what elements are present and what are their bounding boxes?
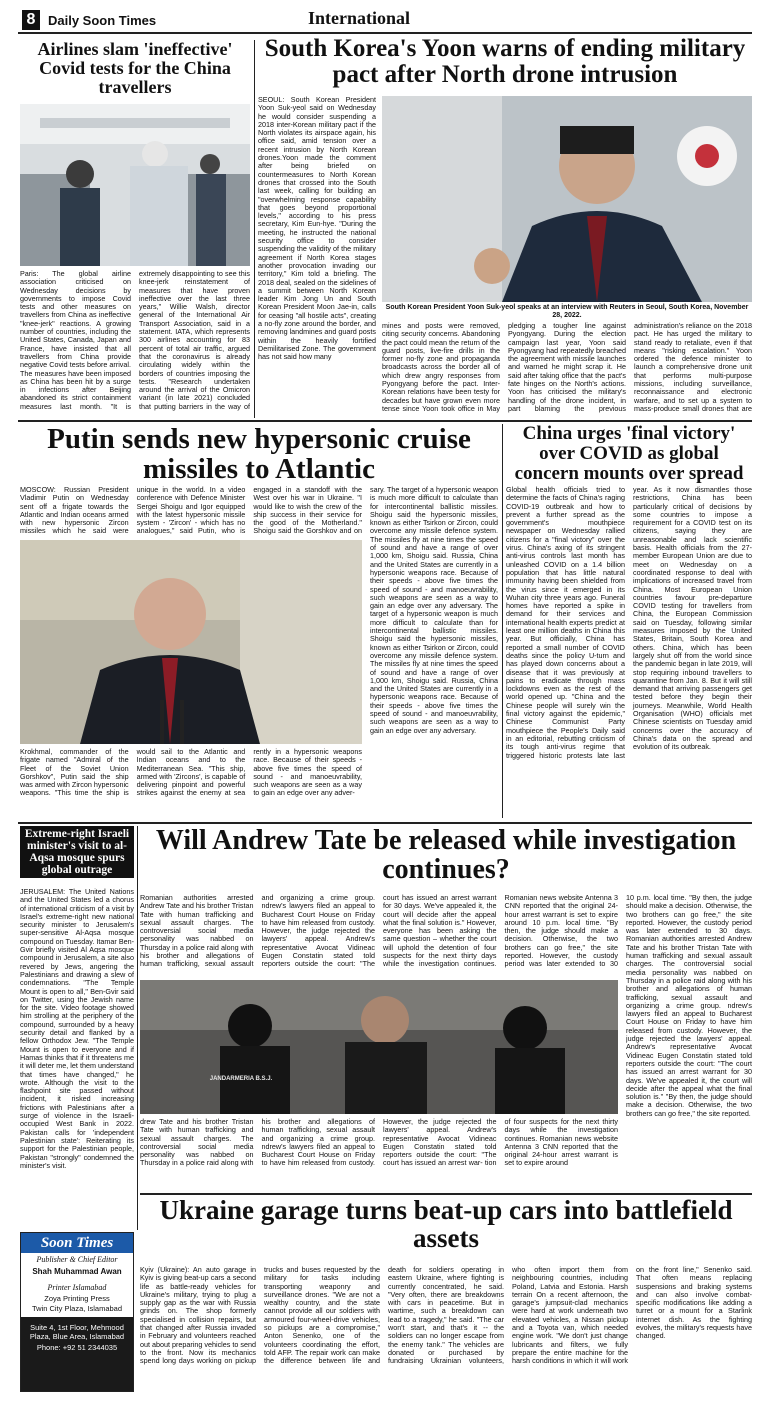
- page-number: 8: [22, 10, 40, 30]
- story-body-bottom: Krokhmal, commander of the frigate named "Admiral of the Fleet of the Soviet Union Gorshkov", Putin said the ship was armed with Zircon hypersonic weapons. "This time the ship is would sail to the Atlantic and Indian oceans and to the Mediterranean Sea. "This ship, armed with 'Zircons', is capable of delivering pinpoint and powerful strikes against the enemy at sea rently in a hypersonic weapons race. Because of their speeds - above five times the speed of sound - and manoeuvrability, such weapons are seen as a way to gain an edge over any adver-: [20, 748, 362, 798]
- airplane-cabin-photo: [20, 104, 250, 266]
- tate-arrest-photo: [140, 980, 618, 1114]
- section-rule: [18, 822, 752, 824]
- story-body-top: MOSCOW: Russian President Vladimir Putin on Wednesday sent off a frigate towards the Atlantic and Indian oceans armed with new hypersonic Zircon missiles which he said were unique in the world. In a video conference with Defence Minister Sergei Shoigu and Igor equipped with the latest hypersonic missile system - 'Zircon' - which has no analogues," said Putin, who is engaged in a standoff with the West over his war in Ukraine. "I would like to wish the crew of the ship success in their service for the good of the Motherland." Shoigu said the Gorshkov and on: [20, 486, 362, 536]
- imprint-contact: [21, 1317, 133, 1391]
- headline: South Korea's Yoon warns of ending military pact after North drone intrusion: [264, 35, 746, 89]
- story-body-right: sary. The target of a hypersonic weapon is much more difficult to calculate than for intercontinental ballistic missiles. Shoigu said the hypersonic missiles, known as either Tsirkon or Zircon, could overcome any missile defence system. The missiles fly at nine times the speed of sound and have a range of over 1,000 km, Shoigu said. Russia, China and the United States are currently in a hypersonic weapons race. Because of their speeds - above five times the speed of sound - and manoeuvrability, such weapons are seen as a way to gain an edge over any adversary. The target of a hypersonic weapon is much more difficult to calculate than for intercontinental ballistic missiles. Shoigu said the hypersonic missiles, known as either Tsirkon or Zircon, could overcome any missile defence system. The missiles fly at nine times the speed of sound and have a range of over 1,000 km, Shoigu said. Russia, China and the United States are currently in a hypersonic weapons race. Because of their speeds - above five times the speed of sound - and manoeuvrability, such weapons are seen as a way to gain an edge over any adversary.: [370, 486, 498, 735]
- story-body-right: mines and posts were removed, citing security concerns. Abandoning the pact could mean the return of the guard posts, live-fire drills in the former no-fly zone and propaganda broadcasts across the border all of which drew angry responses from Pyongyang before the pact. Inter-Korean relations have been testy for decades but have grown even more tense since Yoon took office in May pledging a tougher line against Pyongyang. During the election campaign last year, Yoon said Pyongyang had repeatedly breached the agreement with missile launches and warned he might scrap it. He said after taking office that the pact's fate hinges on the North's actions. Yoon has criticised the military's handling of the drone incident, in part blaming the previous administration's reliance on the 2018 pact. He has urged the military to stand ready to retaliate, even if that means "risking escalation." Yoon ordered the defence minister to launch a comprehensive drone unit that performs multi-purpose missions, including surveillance, reconnaissance and electronic warfare, and to set up a system to mass-produce small drones that are: [382, 322, 752, 413]
- imprint-box: [20, 1232, 134, 1392]
- story-yoon: [258, 35, 752, 418]
- story-body-right: 10 p.m. local time. "By then, the judge should make a decision. Otherwise, the two brothers can go free," the site reported. However, the custody period was later extended to 30 days. Romanian authorities arrested Andrew Tate and his brother Tristan Tate with human trafficking and sexual assault charges. The controversial social media personality was nabbed on Thursday in a police raid along with his brother and allegations of human trafficking, sexual assault and organizing a crime group. ndrew's lawyers filed an appeal to Bucharest Court House on Friday to have him released from custody. However, the judge rejected the lawyers' appeal. Andrew's representative Avocat Vidineac Eugen Constatin stated told reporters outside the court: "The court has issued an arrest warrant for 30 days. We've appealed it, the court will decide after the appeal what the final solution is." "By then, the judge should make a decision. Otherwise, the two brothers can go free," the site reported.: [626, 894, 752, 1118]
- story-body: JERUSALEM: The United Nations and the United States led a chorus of international criticism of a visit by Israel's extreme-right new national security minister to Jerusalem's super-sensitive Al-Aqsa mosque compound on Tuesday. Itamar Ben-Gvir briefly visited Al Aqsa mosque compound in Jerusalem, a site also revered by Jews, angering the Palestinians and drawing a slew of condemnations. "The Temple Mount is open to all," Ben-Gvir said on Twitter, using the Jewish name for the site. Video footage showed him strolling at the periphery of the compound, surrounded by a heavy security detail and flanked by a fellow Orthodox Jew. "The Temple Mount is open to everyone and if Hamas thinks that if it threatens me it will deter me, let them understand that times have changed," he wrote. Although the visit to the flashpoint site passed without incident, it risked increasing frictions with Palestinians after a surge of violence in the Israeli-occupied West Bank in 2022. Pakistan calls for 'independent Palestinian state': Reiterating its support for the Palestinian people, Pakistan "strongly" condemned the minister's visit.: [20, 888, 134, 1170]
- story-body: Global health officials tried to determine the facts of China's raging COVID-19 outbreak and how to prevent a further spread as the government's mouthpiece newspaper on Wednesday rallied citizens for a "final victory" over the virus. China's axing of its stringent anti-virus controls last month has unleashed COVID on a 1.4 billion population that has little natural immunity having been shielded from the virus since it emerged in its Wuhan city three years ago. Funeral homes have reported a spike in demand for their services and international health experts predict at least one million deaths in China this year. But officially, China has reported a small number of COVID deaths since the policy U-turn and has played down concerns about a disease that it was previously at pains to eradicate through mass lockdowns even as the rest of the world opened up. "China and the Chinese people will surely win the final victory against the epidemic," Chinese Communist Party mouthpiece the People's Daily said in an editorial, rebutting criticism of its tough anti-virus regime that triggered historic protests late last year. As it now dismantles those restrictions, China has been particularly critical of decisions by some countries to impose a requirement for a COVID test on its citizens, saying they are unreasonable and lack scientific basis. Health officials from the 27-member European Union are due to meet on Wednesday on a coordinated response to deal with implications of increased travel from China. Most European Union countries favour pre-departure COVID testing for travellers from China, the European Commission said on Tuesday, following similar measures imposed by the United States, Britain, South Korea and others. China, which has been largely shut off from the world since the pandemic began in late 2019, will stop requiring inbound travellers to quarantine from Jan. 8. But it will still demand that arriving passengers get tested before they begin their journeys. Meanwhile, World Health Organisation (WHO) officials met Chinese scientists on Tuesday amid concerns over the accuracy of China's data on the spread and evolution of its outbreak.: [506, 486, 752, 760]
- imprint-role: Publisher & Chief Editor: [36, 1255, 118, 1264]
- story-body-bottom: drew Tate and his brother Tristan Tate with human trafficking and sexual assault charges. The controversial social media personality was nabbed on Thursday in a police raid along with his brother and allegations of human trafficking, sexual assault and organizing a crime group. ndrew's lawyers filed an appeal to Bucharest Court House on Friday to have him released from custody. However, the judge rejected the lawyers' appeal. Andrew's representative Avocat Vidineac Eugen Constatin stated told reporters outside the court: "The court has issued an arrest war- tion of four suspects for the next thirty days while the investigation continues. Romanian news website Antenna 3 CNN reported that the original 24-hour arrest warrant is set to expire around: [140, 1118, 618, 1168]
- column-rule: [254, 40, 255, 418]
- headline: Will Andrew Tate be released while investigation continues?: [155, 825, 737, 886]
- story-tate: [140, 826, 752, 1190]
- imprint-printer-label: Printer Islamabad: [47, 1283, 107, 1292]
- imprint-logo: Soon Times: [21, 1233, 133, 1253]
- masthead: [18, 8, 752, 34]
- story-body-left: SEOUL: South Korean President Yoon Suk-yeol said on Wednesday he would consider suspending a 2018 inter-Korean military pact if the North violates its airspace again, his office said, amid tension over a recent intrusion by North Korean drones.Yoon made the comment after being briefed on countermeasures to North Korean drones that crossed into the South last week, calling for building an "overwhelming response capability that goes beyond proportional levels," according to his press secretary, Kim Eun-hye. "During the meeting, he instructed the national security office to consider suspending the validity of the military agreement if North Korea stages another provocation invading our territory," Kim told a briefing. The 2018 deal, sealed on the sidelines of a summit between North Korean leader Kim Jong Un and South Korean President Moon Jae-in, calls for ceasing "all hostile acts", creating a no-fly zone around the border, and removing landmines and guard posts within the heavily fortified Demilitarised Zone. The government has not said how many: [258, 96, 376, 362]
- imprint-name: Shah Muhammad Awan: [32, 1267, 122, 1276]
- putin-photo: [20, 540, 362, 744]
- imprint-phone: Phone: +92 51 2344035: [36, 1343, 118, 1352]
- imprint-printer-name: Zoya Printing Press: [44, 1294, 110, 1303]
- headline: China urges 'final victory' over COVID as global concern mounts over spread: [514, 423, 744, 484]
- headline: Extreme-right Israeli minister's visit to al-Aqsa mosque spurs global outrage: [20, 826, 134, 878]
- headline: Putin sends new hypersonic cruise missiles to Atlantic: [47, 423, 471, 486]
- yoon-photo: [382, 96, 752, 302]
- story-alaqsa: [20, 826, 134, 1230]
- story-body: Kyiv (Ukraine): An auto garage in Kyiv is giving beat-up cars a second life as battle-ready vehicles for Ukraine's military, trying to plug a supply gap as the war with Russia grinds on. The shop formerly specialised in collision repairs, but that changed after Russia invaded in February and volunteers reached out about preparing vehicles to send to the front. Now its mechanics spend long days working on pickup trucks and buses requested by the military for tasks including transporting weaponry and surveillance drones. "We are not a wealthy country, and the state cannot provide all our soldiers with armoured four-wheel-drive vehicles, so pickups are a compromise," Anton Senenko, one of the volunteers coordinating the effort, told AFP. The repair work can make the difference between life and death for soldiers operating in eastern Ukraine, where fighting is currently concentrated, he said. "Very often, there are breakdowns with cars in peacetime. But in wartime, such a breakdown can lead to a tragedy," he said. "The car won't start, and that's it -- the soldiers can no longer escape from the enemy tank." The vehicles are donated or purchased by fundraising Ukrainian volunteers, who often import them from neighbouring countries, including Poland, Latvia and Estonia. Harsh terrain On a recent afternoon, the garage's jumpsuit-clad mechanics were hard at work underneath two elevated vehicles, a Nissan pickup and a Toyota van, which needed engine work. "We don't just change lubricants and filters, we fully prepare the entire machine for the harsh conditions in which it will work on the front line," Senenko said. That often means replacing suspensions and braking systems and can also involve combat-specific modifications like adding a turret or a mount for a Starlink internet dish. As the fighting evolves, the military's requests have changed.: [140, 1266, 752, 1366]
- story-airlines: [20, 38, 250, 418]
- photo-caption: South Korean President Yoon Suk-yeol speaks at an interview with Reuters in Seoul, South Korea, November 28, 2022.: [385, 304, 749, 319]
- paper-name: Daily Soon Times: [48, 13, 157, 28]
- story-ukraine: [140, 1196, 752, 1396]
- story-body: Paris: The global airline association criticised on Wednesday decisions by governments to impose Covid tests and other measures on travellers from China as ineffective "knee-jerk" reactions. A growing number of countries, including the United States, Canada, Japan and France, have insisted that all travellers from China provide negative Covid tests before arrival. The measures have been imposed as China has been hit by a surge in infections after Beijing abandoned its strict containment measures last month. "It is extremely disappointing to see this knee-jerk reinstatement of measures that have proven ineffective over the last three years," Willie Walsh, director general of the International Air Transport Association, said in a statement. IATA, which represents 300 airlines accounting for 83 percent of total air traffic, argued that the coronavirus is already circulating widely within the borders of countries imposing the tests. "Research undertaken around the arrival of the Omicron variant (in late 2021) concluded that putting barriers in the way of: [20, 270, 250, 411]
- column-rule: [137, 826, 138, 1230]
- story-putin: [20, 424, 498, 820]
- photo-vest-text: JANDARMERIA B.S.J.: [209, 1076, 273, 1082]
- story-china: [506, 424, 752, 820]
- imprint-printer-address: Twin City Plaza, Islamabad: [31, 1304, 123, 1313]
- story-body-top: Romanian authorities arrested Andrew Tate and his brother Tristan Tate with human trafficking and sexual assault charges. The controversial social media personality was nabbed on Thursday in a police raid along with his brother and allegations of human trafficking, sexual assault and organizing a crime group. ndrew's lawyers filed an appeal to Bucharest Court House on Friday to have him released from custody. However, the judge rejected the lawyers' appeal. Andrew's representative Avocat Vidineac Eugen Constatin stated told reporters outside the court: "The court has issued an arrest warrant for 30 days. We've appealed it, the court will decide after the appeal what the final solution is." However, everyone has been asking the same question – whether the court will uphold the detention of four suspects for the next thirty days while the investigation continues. Romanian news website Antenna 3 CNN reported that the original 24-hour arrest warrant is set to expire around 10 p.m. local time. "By then, the judge should make a decision. Otherwise, the two brothers can go free," the site reported. However, the custody period was later extended to 30: [140, 894, 618, 969]
- headline: Ukraine garage turns beat-up cars into battlefield assets: [159, 1195, 733, 1254]
- imprint-address: Suite 4, 1st Floor, Mehmood Plaza, Blue Area, Islamabad: [29, 1323, 125, 1341]
- section-title: International: [308, 8, 411, 28]
- column-rule: [502, 424, 503, 818]
- section-rule: [18, 420, 752, 422]
- headline: Airlines slam 'ineffective' Covid tests for the China travellers: [37, 39, 233, 97]
